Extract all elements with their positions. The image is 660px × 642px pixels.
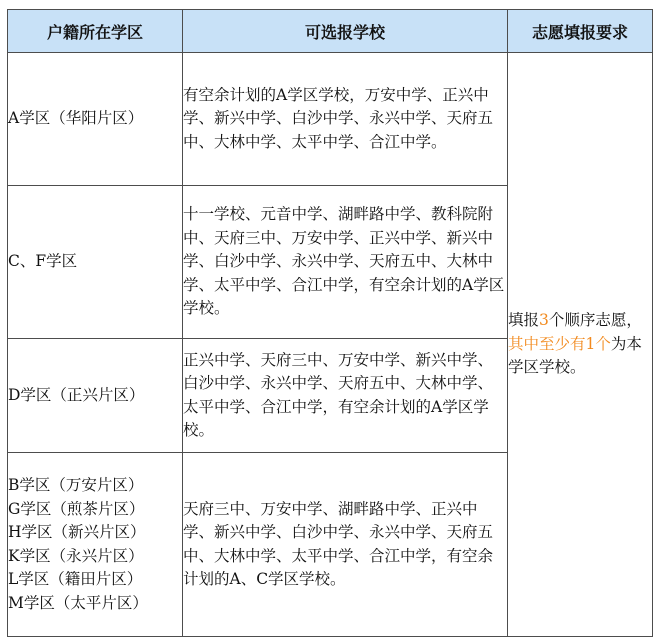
district-label: K学区（永兴片区）: [8, 546, 144, 565]
requirement-text-1: 填报: [508, 311, 540, 330]
header-requirement: 志愿填报要求: [508, 10, 653, 53]
table-row: [8, 53, 653, 186]
requirement-cell: [508, 53, 653, 637]
schools-cell: 十一学校、元音中学、湖畔路中学、教科院附中、天府三中、万安中学、正兴中学、新兴中学、白沙中学、永兴中学、天府五中、大林中学、太平中学、合江中学，有空余计划的A学区学校。: [183, 186, 508, 339]
schools-cell: 正兴中学、天府三中、万安中学、新兴中学、白沙中学、永兴中学、天府五中、大林中学、太平中学、合江中学，有空余计划的A学区学校。: [183, 339, 508, 453]
header-schools: 可选报学校: [183, 10, 508, 53]
district-label: C、F学区: [8, 252, 78, 271]
district-label: A学区（华阳片区）: [8, 109, 144, 128]
schools-cell: 天府三中、万安中学、湖畔路中学、正兴中学、新兴中学、白沙中学、永兴中学、天府五中、大林中学、太平中学、合江中学，有空余计划的A、C学区学校。: [183, 453, 508, 637]
district-label: H学区（新兴片区）: [8, 523, 146, 541]
district-cell: [8, 186, 183, 339]
district-label: L学区（籍田片区）: [8, 570, 143, 588]
schools-cell: 有空余计划的A学区学校，万安中学、正兴中学、新兴中学、白沙中学、永兴中学、天府五中、大林中学、太平中学、合江中学。: [183, 53, 508, 186]
district-label: D学区（正兴片区）: [8, 385, 145, 404]
requirement-text-3: 为本学区学校。: [508, 334, 642, 377]
table-header-row: [8, 10, 653, 53]
header-district: 户籍所在学区: [8, 10, 183, 53]
requirement-highlight: 其中至少有1个: [508, 334, 611, 353]
district-cell: [8, 453, 183, 637]
requirement-count: 3: [539, 311, 549, 330]
admission-policy-table: [7, 9, 653, 637]
district-label: B学区（万安片区）: [8, 476, 144, 494]
requirement-text-2: 个顺序志愿，: [548, 311, 642, 330]
district-label: G学区（煎茶片区）: [8, 499, 145, 518]
district-label: M学区（太平片区）: [8, 593, 148, 612]
district-cell: [8, 53, 183, 186]
district-cell: [8, 339, 183, 453]
admission-policy-table-frame: [7, 9, 652, 634]
